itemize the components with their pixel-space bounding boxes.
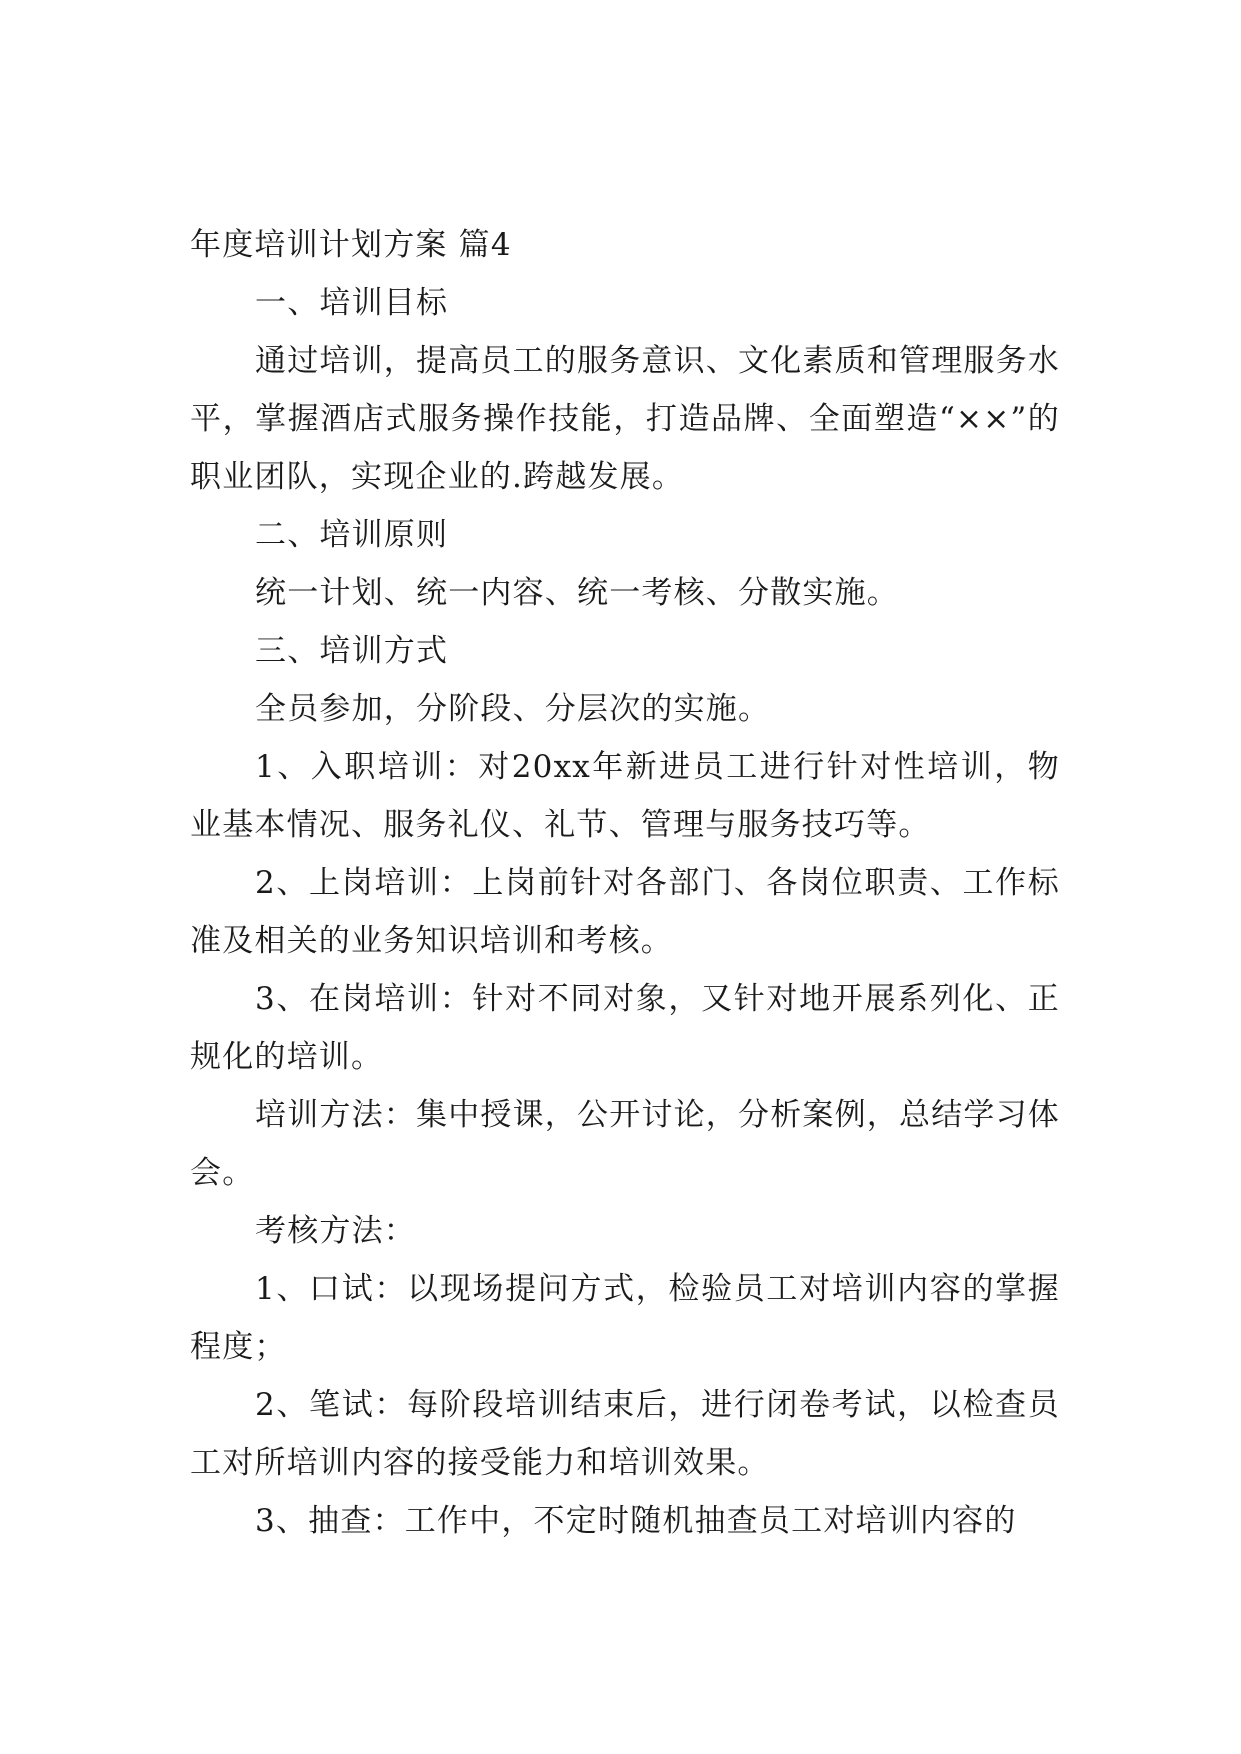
list-item-written-test: 2、笔试：每阶段培训结束后，进行闭卷考试，以检查员工对所培训内容的接受能力和培训效果。 — [190, 1387, 1060, 1481]
paragraph-principle-text: 统一计划、统一内容、统一考核、分散实施。 — [255, 575, 899, 611]
paragraph-method-text: 全员参加，分阶段、分层次的实施。 — [255, 691, 771, 727]
paragraph-training-approach: 培训方法：集中授课，公开讨论，分析案例，总结学习体会。 — [190, 1097, 1060, 1191]
list-item-on-post: 3、在岗培训：针对不同对象，又针对地开展系列化、正规化的培训。 — [190, 981, 1060, 1075]
list-item-oral-test: 1、口试：以现场提问方式，检验员工对培训内容的掌握程度； — [190, 1271, 1060, 1365]
heading-training-principle: 二、培训原则 — [255, 517, 449, 553]
document-body — [190, 216, 1060, 1550]
document-title: 年度培训计划方案 篇4 — [190, 227, 512, 263]
list-item-spot-check: 3、抽查：工作中，不定时随机抽查员工对培训内容的 — [255, 1503, 1017, 1539]
heading-training-goal: 一、培训目标 — [255, 285, 449, 321]
list-item-onboarding: 1、入职培训：对20xx年新进员工进行针对性培训，物业基本情况、服务礼仪、礼节、管理与服务技巧等。 — [190, 749, 1060, 843]
paragraph-goal-text: 通过培训，提高员工的服务意识、文化素质和管理服务水平，掌握酒店式服务操作技能，打造品牌、全面塑造“××”的职业团队，实现企业的.跨越发展。 — [190, 343, 1060, 495]
list-item-pre-post: 2、上岗培训：上岗前针对各部门、各岗位职责、工作标准及相关的业务知识培训和考核。 — [190, 865, 1060, 959]
heading-assessment-method: 考核方法： — [255, 1213, 416, 1249]
heading-training-method: 三、培训方式 — [255, 633, 449, 669]
